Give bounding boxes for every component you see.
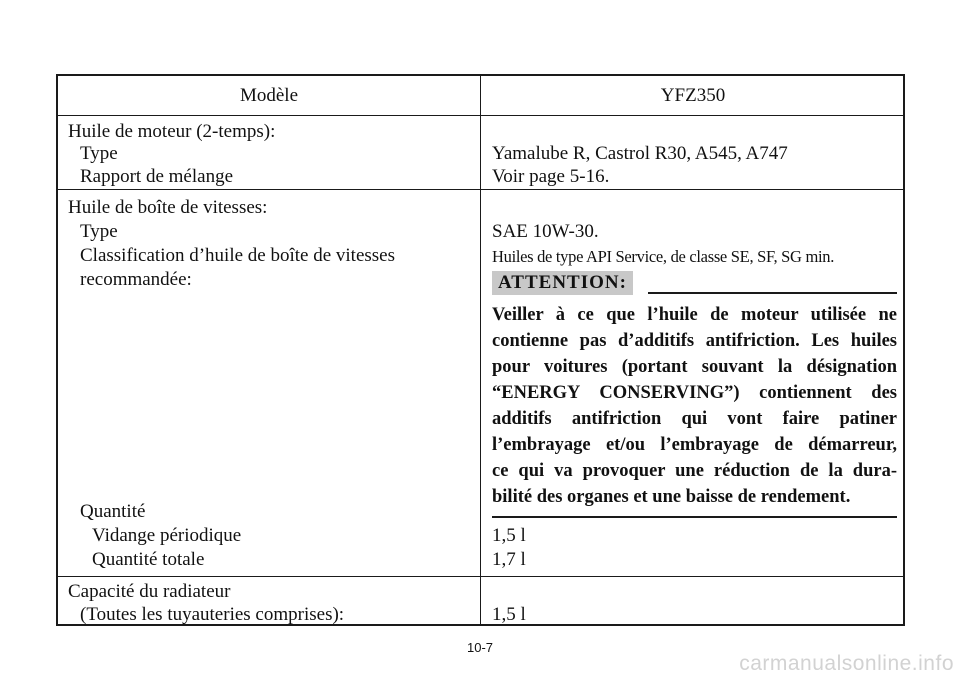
engine-oil-type-value: Yamalube R, Castrol R30, A545, A747	[492, 143, 788, 164]
page-number: 10-7	[466, 640, 494, 655]
gear-oil-quantity-label: Quantité	[80, 501, 146, 522]
gear-oil-class-value: Huiles de type API Service, de classe SE, SF, SG min.	[492, 247, 835, 266]
gear-oil-total-label: Quantité totale	[92, 549, 205, 570]
column-divider	[480, 76, 481, 624]
header-model-value: YFZ350	[660, 85, 726, 106]
attention-text-line: l’embrayage et/ou l’embrayage de démarreur,	[492, 435, 897, 455]
gear-oil-periodic-label: Vidange périodique	[92, 525, 242, 546]
attention-text-line: ce qui va provoquer une réduction de la dura-	[492, 461, 897, 481]
attention-top-rule	[648, 292, 897, 294]
attention-text-line: Veiller à ce que l’huile de moteur utilisée ne	[492, 305, 897, 325]
specifications-table	[56, 74, 905, 626]
attention-text-line: contienne pas d’additifs antifriction. Les huiles	[492, 331, 897, 351]
row-divider	[58, 189, 903, 190]
attention-text-line: “ENERGY CONSERVING”) contiennent des	[492, 383, 897, 403]
gear-oil-type-value: SAE 10W-30.	[492, 221, 599, 242]
radiator-title: Capacité du radiateur	[68, 581, 231, 602]
attention-text-line: bilité des organes et une baisse de rendement.	[492, 487, 851, 507]
attention-bottom-rule	[492, 516, 897, 518]
header-model-label: Modèle	[239, 85, 299, 106]
row-divider	[58, 115, 903, 116]
gear-oil-class-label: Classification d’huile de boîte de vitesses	[80, 245, 396, 266]
attention-text-line: additifs antifriction qui vont faire patiner	[492, 409, 897, 429]
engine-oil-mix-value: Voir page 5-16.	[492, 166, 610, 187]
radiator-value: 1,5 l	[492, 604, 526, 625]
gear-oil-title: Huile de boîte de vitesses:	[68, 197, 268, 218]
gear-oil-periodic-value: 1,5 l	[492, 525, 526, 546]
engine-oil-type-label: Type	[80, 143, 118, 164]
engine-oil-title: Huile de moteur (2-temps):	[68, 121, 276, 142]
attention-text-line: pour voitures (portant souvant la désignation	[492, 357, 897, 377]
row-divider	[58, 576, 903, 577]
radiator-detail: (Toutes les tuyauteries comprises):	[80, 604, 345, 625]
watermark: carmanualsonline.info	[739, 652, 954, 675]
attention-badge: ATTENTION:	[492, 271, 633, 295]
gear-oil-type-label: Type	[80, 221, 118, 242]
gear-oil-class-label-cont: recommandée:	[80, 269, 192, 290]
engine-oil-mix-label: Rapport de mélange	[80, 166, 234, 187]
gear-oil-total-value: 1,7 l	[492, 549, 526, 570]
